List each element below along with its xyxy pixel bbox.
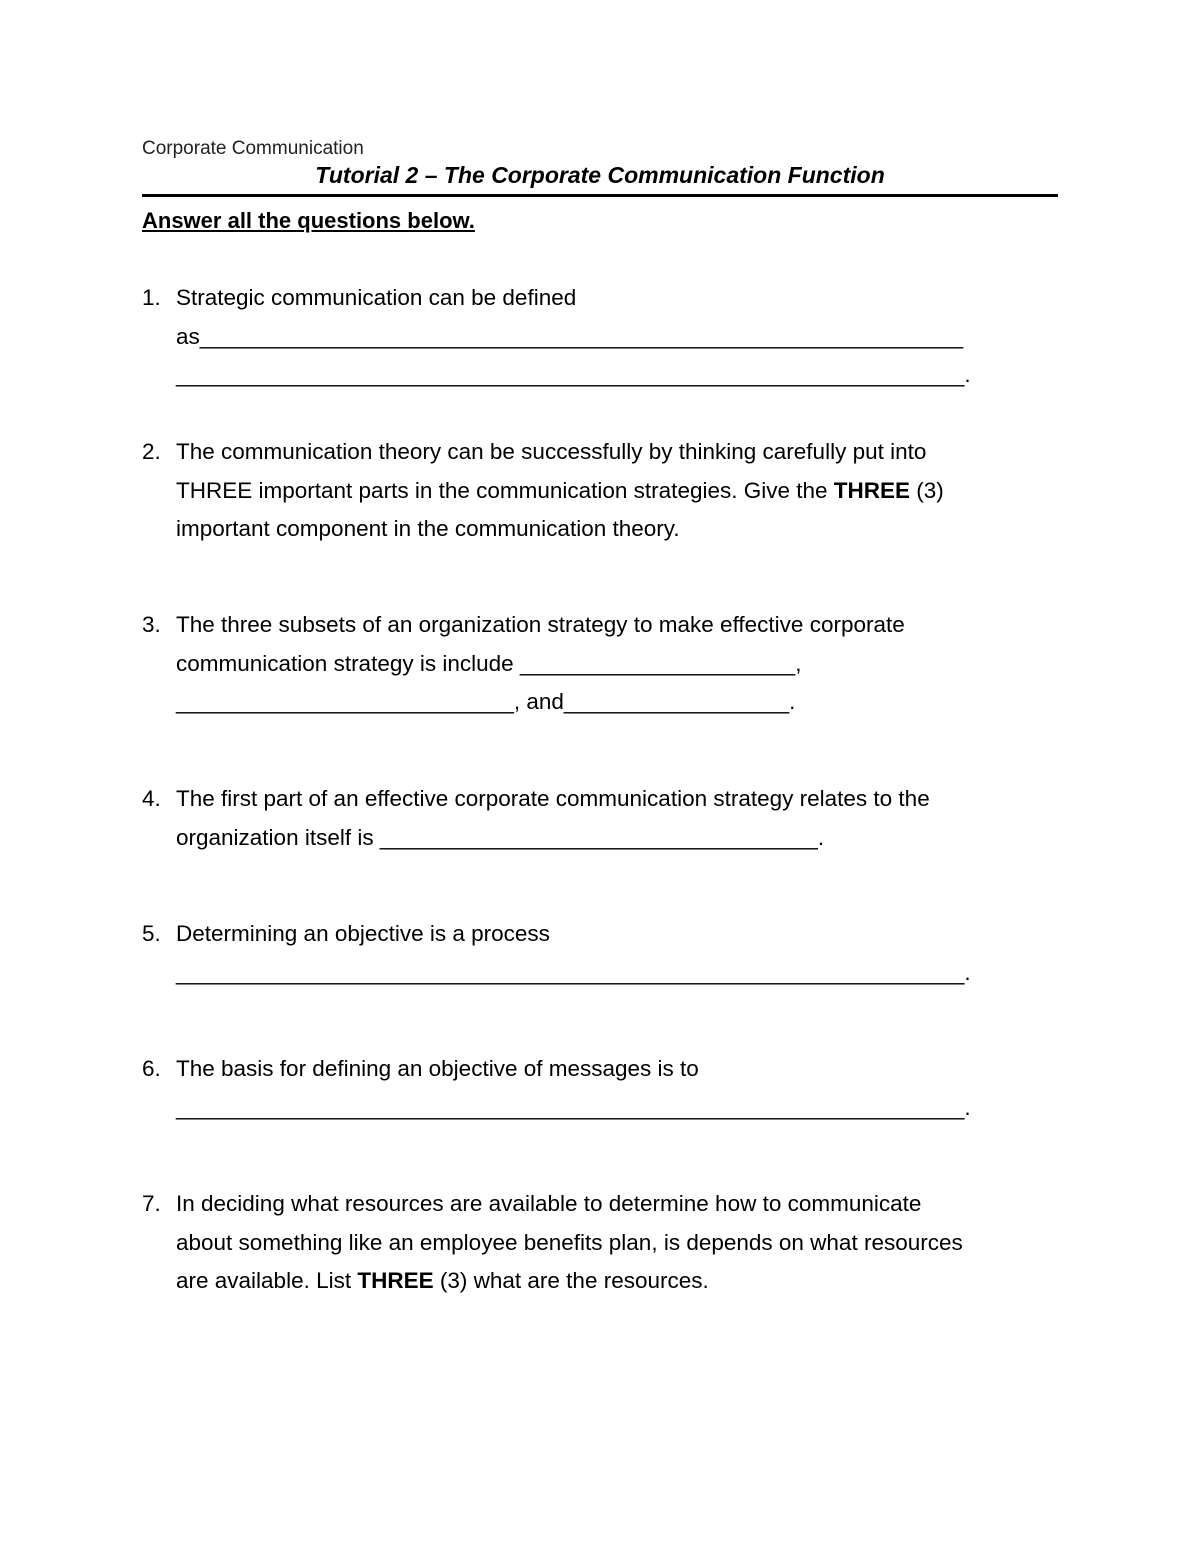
question-text: [176, 1262, 1062, 1301]
question-number: 2.: [142, 439, 161, 464]
question-7: [142, 1185, 1062, 1301]
question-text: [176, 472, 1062, 511]
instructions-heading: Answer all the questions below.: [142, 208, 475, 233]
question-text: Strategic communication can be defined: [176, 285, 577, 310]
question-6: [142, 1050, 1062, 1127]
question-text: The first part of an effective corporate communication strategy relates to the: [176, 786, 930, 811]
answer-blank[interactable]: organization itself is ___________________________________.: [176, 824, 825, 850]
question-number: 7.: [142, 1191, 161, 1216]
text-segment: are available. List: [176, 1268, 358, 1293]
course-header: Corporate Communication: [142, 138, 364, 159]
question-3: [142, 606, 1062, 722]
emphasis-three: THREE: [357, 1268, 434, 1293]
answer-blank[interactable]: _______________________________________________________________.: [176, 959, 971, 985]
question-text: In deciding what resources are available to determine how to communicate: [176, 1191, 922, 1216]
question-5: [142, 915, 1062, 992]
question-number: 1.: [142, 285, 161, 310]
question-text: Determining an objective is a process: [176, 921, 550, 946]
question-text: The three subsets of an organization strategy to make effective corporate: [176, 612, 905, 637]
question-text: important component in the communication theory.: [176, 516, 680, 541]
answer-blank[interactable]: communication strategy is include ______________________,: [176, 650, 802, 676]
emphasis-three: THREE: [833, 477, 911, 503]
question-number: 6.: [142, 1056, 161, 1081]
question-4: [142, 780, 1062, 857]
answer-blank[interactable]: _______________________________________________________________.: [176, 1094, 971, 1120]
answer-blank[interactable]: ___________________________, and__________________.: [176, 689, 796, 714]
text-segment: (3): [910, 477, 944, 503]
answer-blank[interactable]: as_____________________________________________________________: [176, 323, 964, 349]
question-text: about something like an employee benefits plan, is depends on what resources: [176, 1229, 963, 1255]
question-number: 3.: [142, 612, 161, 637]
text-segment: (3) what are the resources.: [433, 1268, 709, 1293]
question-number: 4.: [142, 786, 161, 811]
question-1: [142, 279, 1062, 395]
question-2: [142, 433, 1062, 549]
question-text: The communication theory can be successfully by thinking carefully put into: [176, 439, 927, 464]
document-title: Tutorial 2 – The Corporate Communication Function: [315, 162, 885, 188]
question-number: 5.: [142, 921, 161, 946]
text-segment: THREE important parts in the communication strategies. Give the: [176, 477, 834, 503]
answer-blank[interactable]: _______________________________________________________________.: [176, 362, 971, 387]
question-text: The basis for defining an objective of messages is to: [176, 1056, 699, 1081]
title-divider: [142, 194, 1058, 197]
